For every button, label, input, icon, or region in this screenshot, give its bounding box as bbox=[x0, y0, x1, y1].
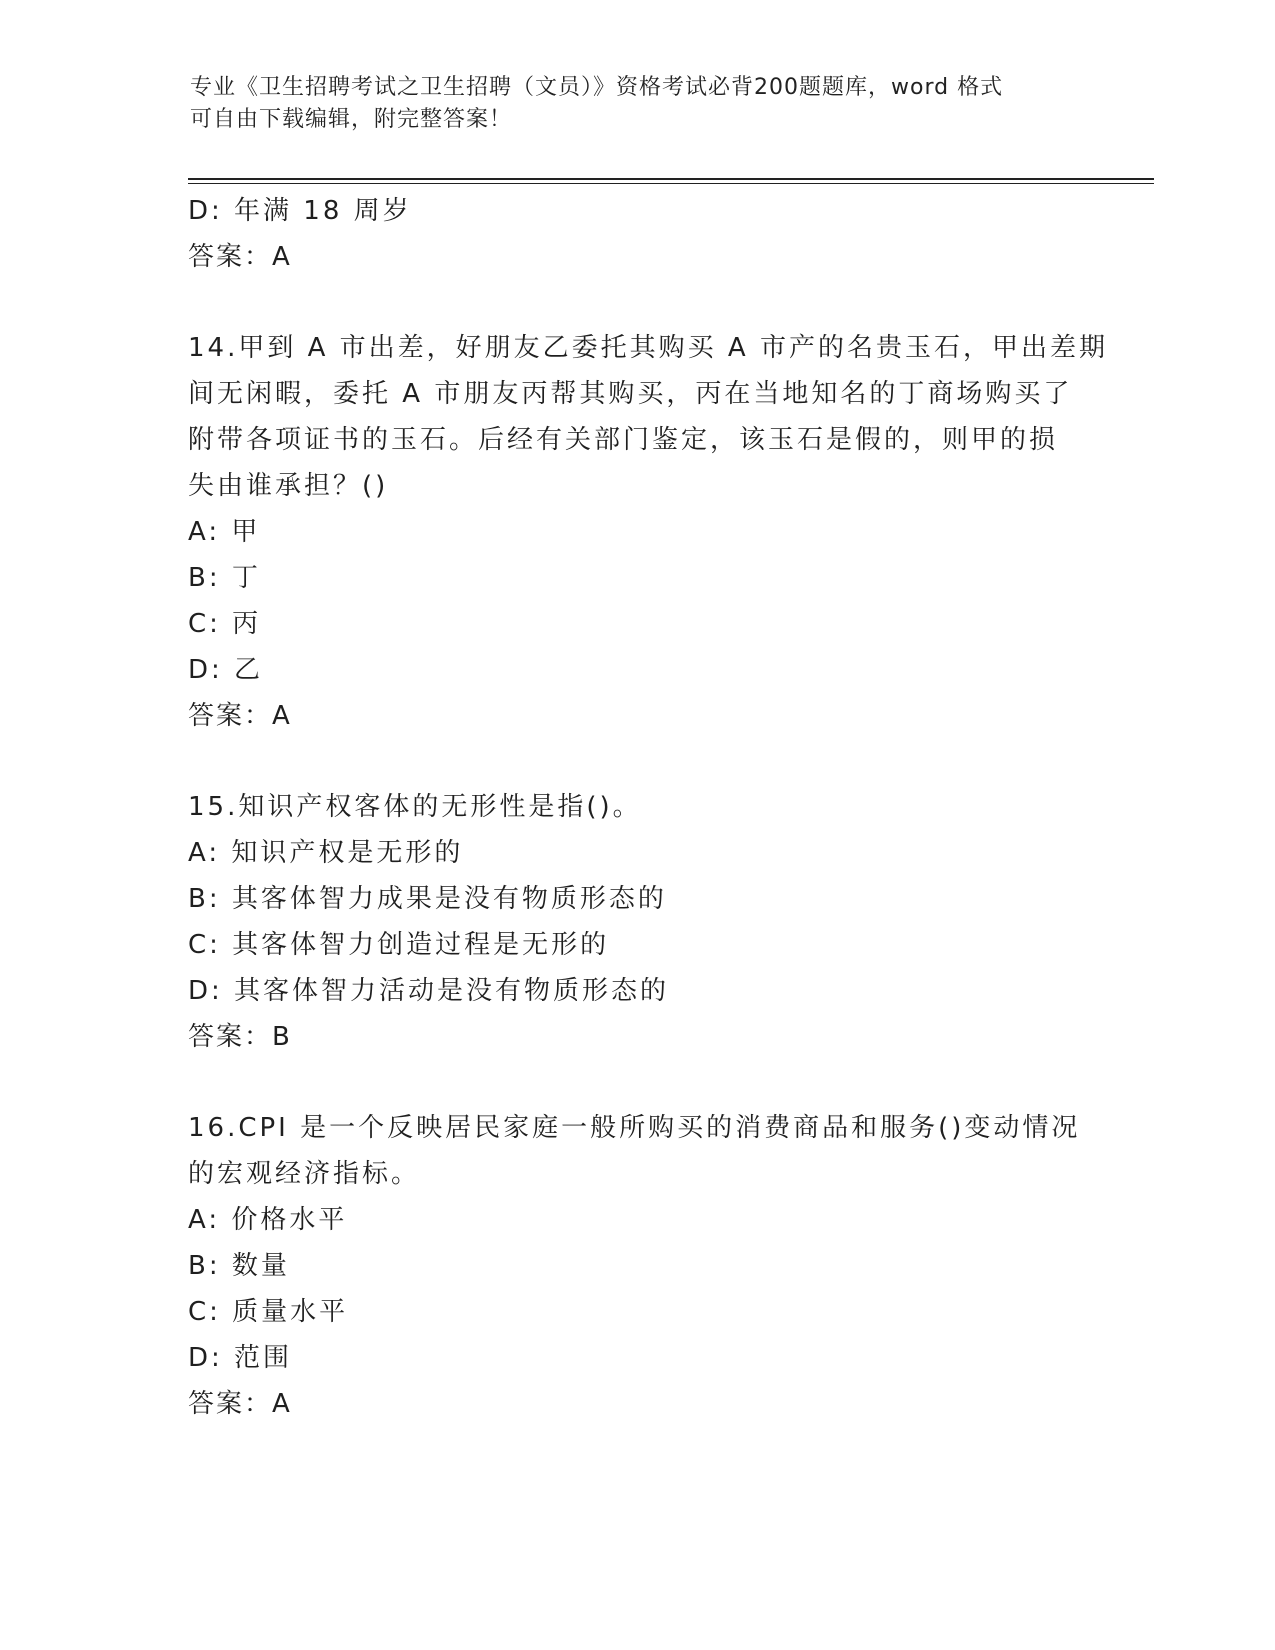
option-b: B: 其客体智力成果是没有物质形态的 bbox=[188, 884, 667, 914]
option-c: C: 丙 bbox=[188, 609, 262, 639]
option-a: A: 知识产权是无形的 bbox=[188, 838, 464, 868]
document-header bbox=[190, 72, 1090, 136]
option-d: D: 范围 bbox=[188, 1343, 293, 1373]
option-a: A: 甲 bbox=[188, 517, 261, 547]
option-d: D: 其客体智力活动是没有物质形态的 bbox=[188, 976, 670, 1006]
question-spacer bbox=[188, 1060, 1088, 1105]
question-text-line: 间无闲暇，委托 A 市朋友丙帮其购买，丙在当地知名的丁商场购买了 bbox=[188, 379, 1073, 409]
header-rule-thin bbox=[188, 183, 1154, 184]
question-15 bbox=[188, 784, 1088, 1060]
option-c: C: 质量水平 bbox=[188, 1297, 349, 1327]
option-d: D: 乙 bbox=[188, 655, 264, 685]
document-body bbox=[188, 188, 1108, 1427]
question-text-line: 16.CPI 是一个反映居民家庭一般所购买的消费商品和服务()变动情况 bbox=[188, 1113, 1081, 1143]
question-spacer bbox=[188, 739, 1088, 784]
question-text-line: 的宏观经济指标。 bbox=[188, 1159, 421, 1189]
question-16 bbox=[188, 1105, 1088, 1427]
header-line-1: 专业《卫生招聘考试之卫生招聘（文员）》资格考试必背200题题库，word 格式 bbox=[190, 75, 1004, 100]
question-text-line: 附带各项证书的玉石。后经有关部门鉴定，该玉石是假的，则甲的损 bbox=[188, 425, 1059, 455]
option-c: C: 其客体智力创造过程是无形的 bbox=[188, 930, 610, 960]
header-line-2: 可自由下载编辑，附完整答案！ bbox=[190, 107, 513, 132]
answer-line: 答案：A bbox=[188, 1389, 292, 1419]
answer-line: 答案：A bbox=[188, 242, 292, 272]
answer-line: 答案：B bbox=[188, 1022, 292, 1052]
question-text-line: 失由谁承担？() bbox=[188, 471, 389, 501]
answer-line: 答案：A bbox=[188, 701, 292, 731]
option-a: A: 价格水平 bbox=[188, 1205, 348, 1235]
option-d: D: 年满 18 周岁 bbox=[188, 196, 412, 226]
question-spacer bbox=[188, 280, 1088, 325]
question-text-line: 15.知识产权客体的无形性是指()。 bbox=[188, 792, 642, 822]
header-rule-thick bbox=[188, 178, 1154, 180]
question-text-line: 14.甲到 A 市出差，好朋友乙委托其购买 A 市产的名贵玉石，甲出差期 bbox=[188, 333, 1108, 363]
option-b: B: 数量 bbox=[188, 1251, 290, 1281]
previous-question-tail bbox=[188, 188, 1088, 280]
question-14 bbox=[188, 325, 1108, 739]
option-b: B: 丁 bbox=[188, 563, 261, 593]
